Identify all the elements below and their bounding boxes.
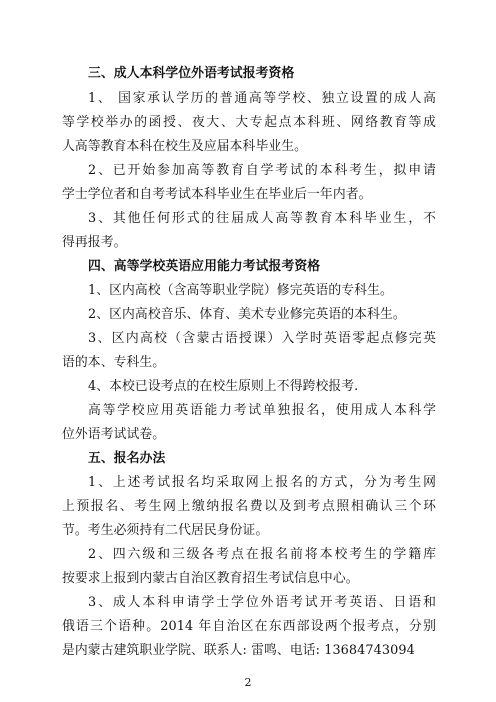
section5-p3-line1: 3、成人本科申请学士学位外语考试开考英语、日语和	[88, 595, 436, 610]
section4-p4: 4、本校已设考点的在校生原则上不得跨校报考.	[88, 379, 359, 394]
section3-p1-line2: 等学校举办的函授、夜大、大专起点本科班、网络教育等成	[62, 115, 436, 130]
section5-p1-line1: 1、上述考试报名均采取网上报名的方式，分为考生网	[88, 475, 436, 490]
section3-p2-line2: 学士学位者和自考考试本科毕业生在毕业后一年内者。	[62, 187, 372, 202]
section5-p1-line3: 节。考生必须持有二代居民身份证。	[62, 523, 269, 538]
section3-title: 三、成人本科学位外语考试报考资格	[88, 66, 295, 81]
section4-p5-line1: 高等学校应用英语能力考试单独报名，使用成人本科学	[88, 403, 436, 418]
section4-p3-line1: 3、区内高校（含蒙古语授课）入学时英语零起点修完英	[88, 331, 436, 346]
section5-p3-line3: 是内蒙古建筑职业学院、联系人: 雷鸣、电话: 13684743094	[62, 643, 415, 658]
section5-p2-line2: 按要求上报到内蒙古自治区教育招生考试信息中心。	[62, 571, 359, 586]
section4-title: 四、高等学校英语应用能力考试报考资格	[88, 259, 321, 274]
section3-p3-line2: 得再报考。	[62, 235, 127, 250]
section4-p2: 2、区内高校音乐、体育、美术专业修完英语的本科生。	[88, 307, 406, 322]
section3-p3-line1: 3、其他任何形式的往届成人高等教育本科毕业生，不	[88, 211, 436, 226]
section3-p1-line3: 人高等教育本科在校生及应届本科毕业生。	[62, 139, 308, 154]
section5-p3-line2: 俄语三个语种。2014 年自治区在东西部设两个报考点，分别	[62, 619, 436, 634]
section5-title: 五、报名办法	[88, 451, 166, 466]
page-number: 2	[244, 676, 252, 689]
section3-p1-line1: 1、 国家承认学历的普通高等学校、独立设置的成人高	[88, 91, 436, 106]
section4-p3-line2: 语的本、专科生。	[62, 355, 166, 370]
section4-p5-line2: 位外语考试试卷。	[62, 427, 166, 442]
section5-p1-line2: 上预报名、考生网上缴纳报名费以及到考点照相确认三个环	[62, 499, 436, 514]
section4-p1: 1、区内高校（含高等职业学院）修完英语的专科生。	[88, 283, 393, 298]
section5-p2-line1: 2、四六级和三级各考点在报名前将本校考生的学籍库	[88, 547, 436, 562]
section3-p2-line1: 2、已开始参加高等教育自学考试的本科考生，拟申请	[88, 163, 436, 178]
